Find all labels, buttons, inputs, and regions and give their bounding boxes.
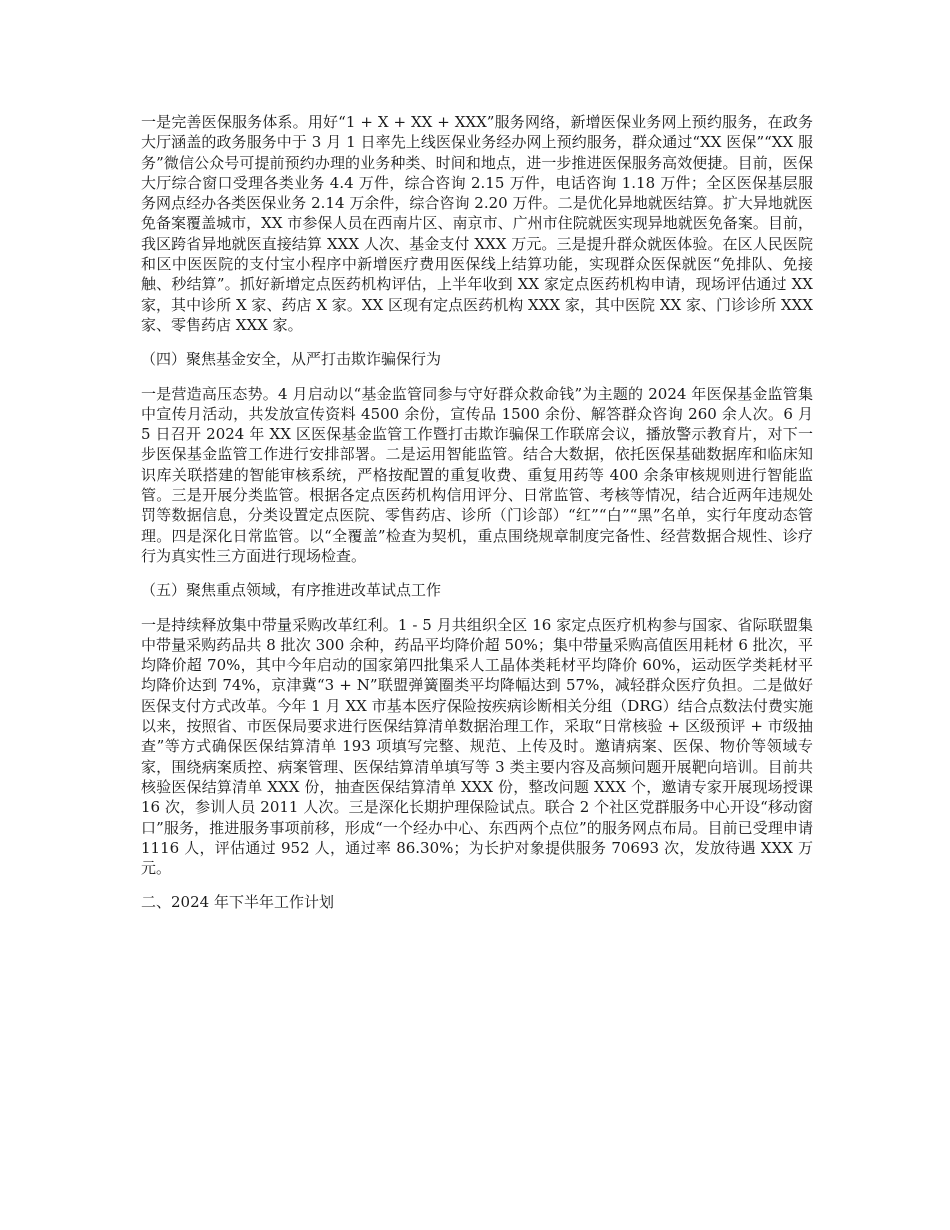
- document-page: [141, 112, 813, 927]
- heading-second-half-plan: 二、2024 年下半年工作计划: [141, 893, 334, 912]
- paragraph-fund-supervision: 一是营造高压态势。4 月启动以“基金监管同参与守好群众救命钱”为主题的 2024 年医保基金监管集中宣传月活动，共发放宣传资料 4500 余份，宣传品 1500 余份、解答群众咨询 260 余人次。6 月 5 日召开 2024 年 XX 区医保基金监管工作暨打击欺诈骗保工作联席会议，播放警示教育片，对下一步医保基金监管工作进行安排部署。二是运用智能监管。结合大数据，依托医保基础数据库和临床知识库关联搭建的智能审核系统，严格按配置的重复收费、重复用药等 400 余条审核规则进行智能监管。三是开展分类监管。根据各定点医药机构信用评分、日常监管、考核等情况，结合近两年违规处罚等数据信息，分类设置定点医院、零售药店、诊所（门诊部）“红”“白”“黑”名单，实行年度动态管理。四是深化日常监管。以“全覆盖”检查为契机，重点围绕规章制度完备性、经营数据合规性、诊疗行为真实性三方面进行现场检查。: [141, 384, 813, 565]
- heading-reform-pilot: （五）聚焦重点领域，有序推进改革试点工作: [141, 581, 442, 600]
- heading-fund-security: （四）聚焦基金安全，从严打击欺诈骗保行为: [141, 350, 442, 369]
- paragraph-reform-work: 一是持续释放集中带量采购改革红利。1 - 5 月共组织全区 16 家定点医疗机构参与国家、省际联盟集中带量采购药品共 8 批次 300 余种，药品平均降价超 50%；集中带量采购高值医用耗材 6 批次，平均降价超 70%，其中今年启动的国家第四批集采人工晶体类耗材平均降价 60%，运动医学类耗材平均降价达到 74%，京津冀“3 + N”联盟弹簧圈类平均降幅达到 57%，减轻群众医疗负担。二是做好医保支付方式改革。今年 1 月 XX 市基本医疗保险按疾病诊断相关分组（DRG）结合点数法付费实施以来，按照省、市医保局要求进行医保结算清单数据治理工作，采取“日常核验 + 区级预评 + 市级抽查”等方式确保医保结算清单 193 项填写完整、规范、上传及时。邀请病案、医保、物价等领域专家，围绕病案质控、病案管理、医保结算清单填写等 3 类主要内容及高频问题开展靶向培训。目前共核验医保结算清单 XXX 份，抽查医保结算清单 XXX 份，整改问题 XXX 个，邀请专家开展现场授课 16 次，参训人员 2011 人次。三是深化长期护理保险试点。联合 2 个社区党群服务中心开设“移动窗口”服务，推进服务事项前移，形成“一个经办中心、东西两个点位”的服务网点布局。目前已受理申请 1116 人，评估通过 952 人，通过率 86.30%；为长护对象提供服务 70693 次，发放待遇 XXX 万元。: [141, 615, 813, 878]
- paragraph-service-system: 一是完善医保服务体系。用好“1 + X + XX + XXX”服务网络，新增医保业务网上预约服务，在政务大厅涵盖的政务服务中于 3 月 1 日率先上线医保业务经办网上预约服务，群众通过“XX 医保”“XX 服务”微信公众号可提前预约办理的业务种类、时间和地点，进一步推进医保服务高效便捷。目前，医保大厅综合窗口受理各类业务 4.4 万件，综合咨询 2.15 万件，电话咨询 1.18 万件；全区医保基层服务网点经办各类医保业务 2.14 万余件，综合咨询 2.20 万件。二是优化异地就医结算。扩大异地就医免备案覆盖城市，XX 市参保人员在西南片区、南京市、广州市住院就医实现异地就医免备案。目前，我区跨省异地就医直接结算 XXX 人次、基金支付 XXX 万元。三是提升群众就医体验。在区人民医院和区中医医院的支付宝小程序中新增医疗费用医保线上结算功能，实现群众医保就医“免排队、免接触、秒结算”。抓好新增定点医药机构评估，上半年收到 XX 家定点医药机构申请，现场评估通过 XX 家，其中诊所 X 家、药店 X 家。XX 区现有定点医药机构 XXX 家，其中医院 XX 家、门诊诊所 XXX 家、零售药店 XXX 家。: [141, 113, 813, 334]
